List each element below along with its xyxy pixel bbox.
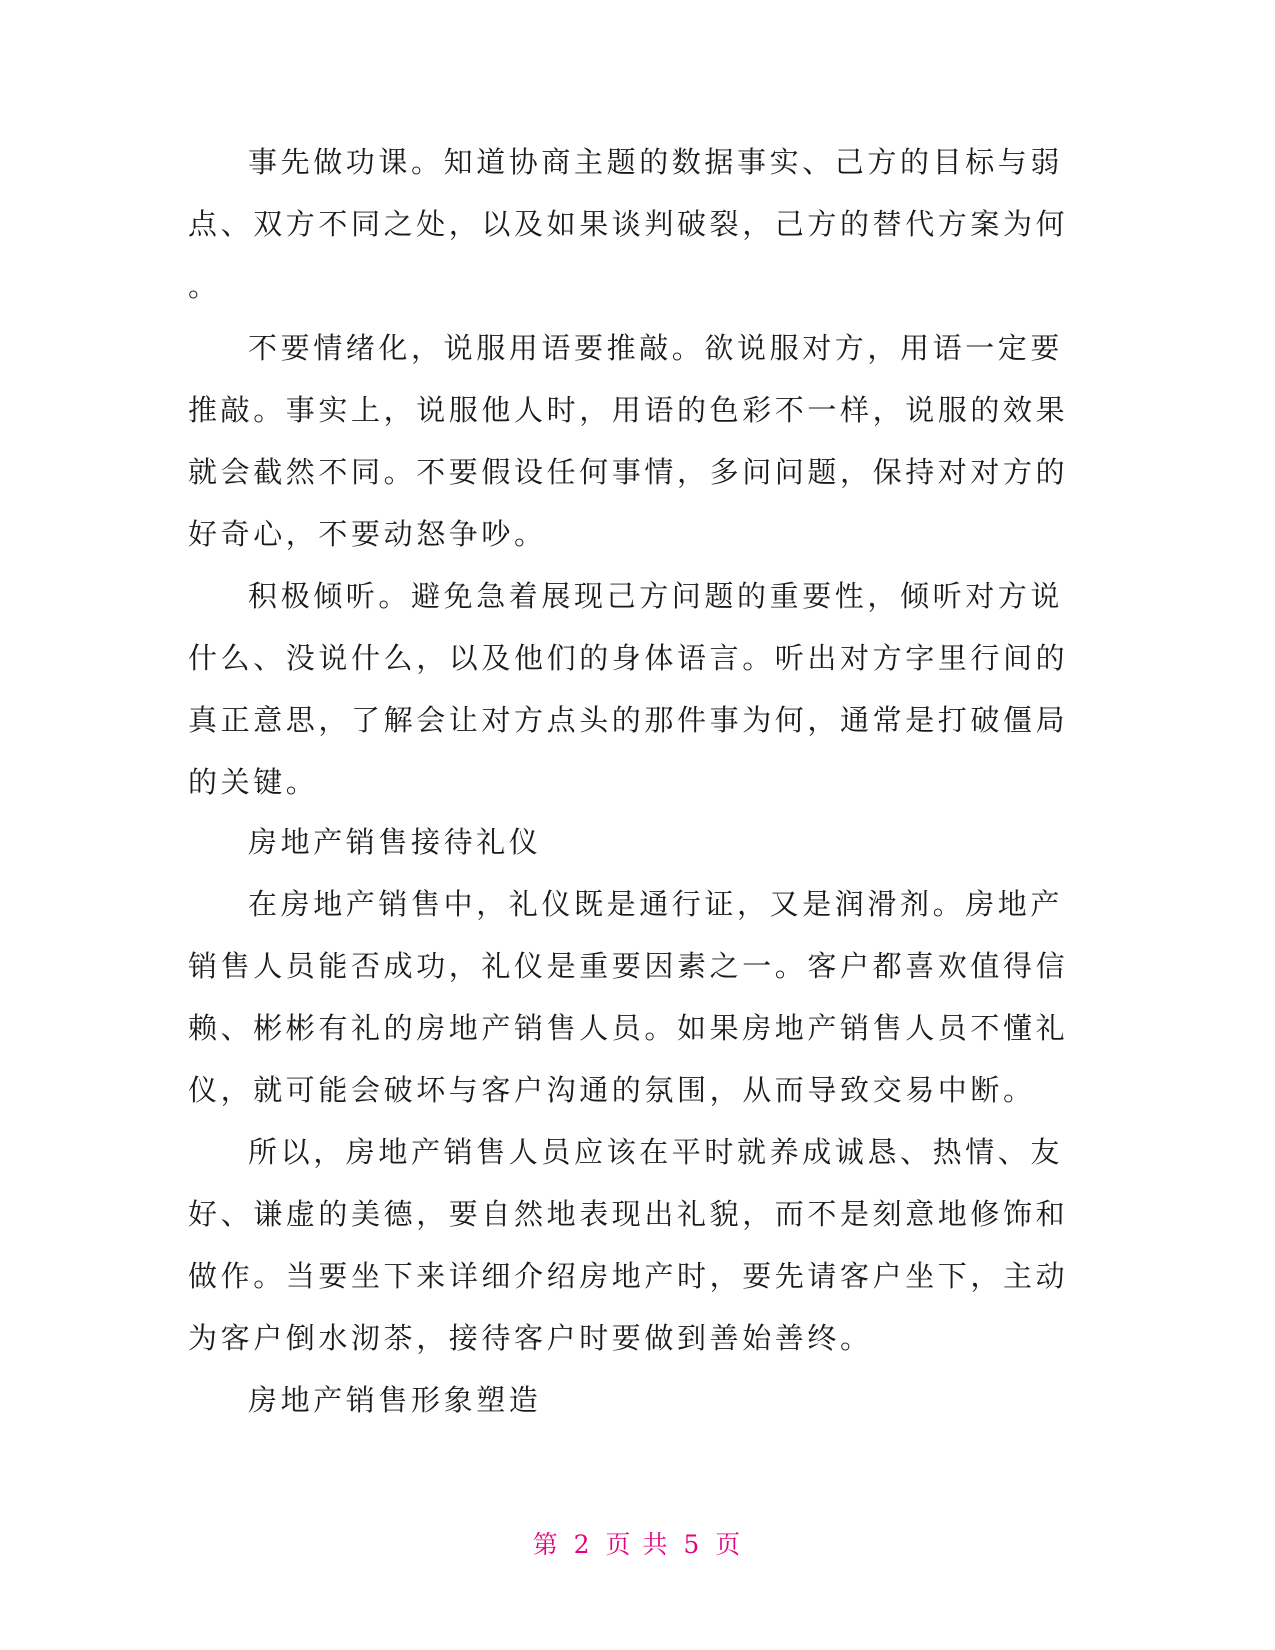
paragraph-line: 好、谦虚的美德，要自然地表现出礼貌，而不是刻意地修饰和 xyxy=(188,1197,1069,1231)
paragraph-line: 。 xyxy=(188,269,221,303)
paragraph-line: 点、双方不同之处，以及如果谈判破裂，己方的替代方案为何 xyxy=(188,207,1069,241)
paragraph-line: 赖、彬彬有礼的房地产销售人员。如果房地产销售人员不懂礼 xyxy=(188,1011,1069,1045)
footer-current-page: 2 xyxy=(573,1530,592,1559)
paragraph-line: 不要情绪化，说服用语要推敲。欲说服对方，用语一定要 xyxy=(248,331,1064,365)
paragraph-line: 所以，房地产销售人员应该在平时就养成诚恳、热情、友 xyxy=(248,1135,1064,1169)
paragraph-line: 为客户倒水沏茶，接待客户时要做到善始善终。 xyxy=(188,1321,873,1355)
footer-suffix: 页 xyxy=(715,1530,743,1559)
paragraph-line: 推敲。事实上，说服他人时，用语的色彩不一样，说服的效果 xyxy=(188,393,1069,427)
paragraph-line: 真正意思，了解会让对方点头的那件事为何，通常是打破僵局 xyxy=(188,703,1069,737)
section-heading: 房地产销售接待礼仪 xyxy=(248,825,542,859)
paragraph-line: 仪，就可能会破坏与客户沟通的氛围，从而导致交易中断。 xyxy=(188,1073,1036,1107)
footer-total-pages: 5 xyxy=(683,1530,702,1559)
paragraph-line: 销售人员能否成功，礼仪是重要因素之一。客户都喜欢值得信 xyxy=(188,949,1069,983)
paragraph-line: 积极倾听。避免急着展现己方问题的重要性，倾听对方说 xyxy=(248,579,1064,613)
footer-prefix: 第 xyxy=(532,1530,560,1559)
paragraph-line: 的关键。 xyxy=(188,765,319,799)
page-footer xyxy=(0,1528,1275,1562)
paragraph-line: 事先做功课。知道协商主题的数据事实、己方的目标与弱 xyxy=(248,145,1064,179)
paragraph-line: 在房地产销售中，礼仪既是通行证，又是润滑剂。房地产 xyxy=(248,887,1064,921)
paragraph-line: 就会截然不同。不要假设任何事情，多问问题，保持对对方的 xyxy=(188,455,1069,489)
paragraph-line: 什么、没说什么，以及他们的身体语言。听出对方字里行间的 xyxy=(188,641,1069,675)
paragraph-line: 好奇心，不要动怒争吵。 xyxy=(188,517,547,551)
section-heading: 房地产销售形象塑造 xyxy=(248,1383,542,1417)
footer-middle: 页 共 xyxy=(605,1530,670,1559)
paragraph-line: 做作。当要坐下来详细介绍房地产时，要先请客户坐下，主动 xyxy=(188,1259,1069,1293)
